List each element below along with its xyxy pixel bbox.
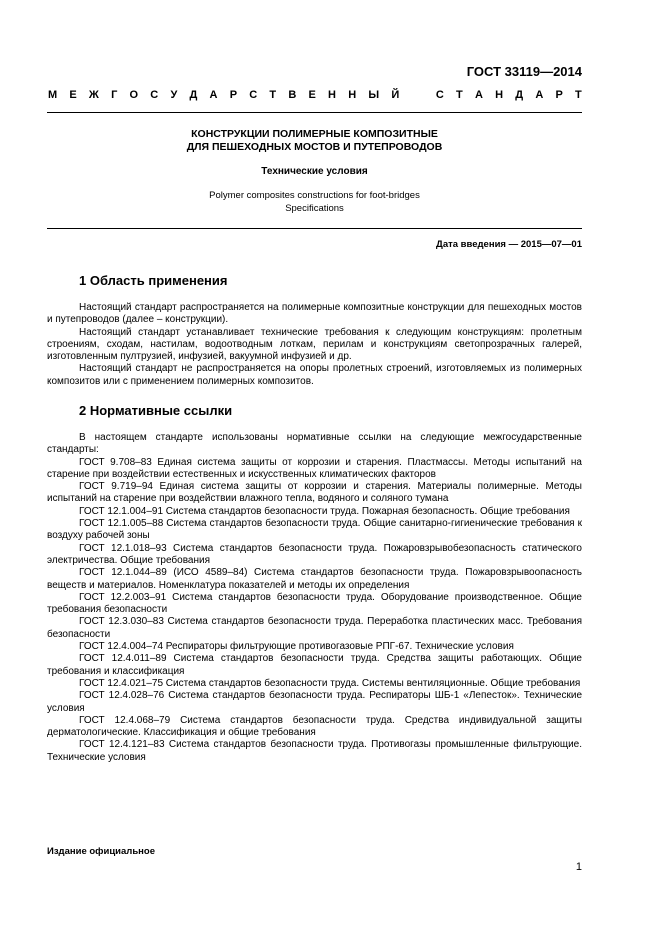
section-1-heading: 1 Область применения [79,273,228,288]
banner-letter: Н [328,89,336,101]
title-rule [47,228,582,229]
banner-letter: Т [456,89,463,101]
reference-item: ГОСТ 12.4.021–75 Система стандартов безопасности труда. Системы вентиляционные. Общие требования [79,677,581,689]
banner-letter: У [170,89,178,101]
reference-item: ГОСТ 12.4.011–89 Система стандартов безопасности труда. Средства защиты работающих. Общие требования и классификация [47,653,582,677]
gost-code: ГОСТ 33119—2014 [466,64,582,79]
section-2-body [47,432,582,764]
banner-letter: Д [515,89,524,101]
banner-letter: А [535,89,544,101]
reference-item: ГОСТ 12.4.068–79 Система стандартов безопасности труда. Средства индивидуальной защиты дерматологические. Классификация и общие требования [47,714,582,739]
banner-letter: Ы [368,89,380,101]
reference-item: ГОСТ 12.1.044–89 (ИСО 4589–84) Система стандартов безопасности труда. Пожаровзрывоопасность веществ и материалов. Номенклатура показателей и методы их определения [47,567,582,591]
page-number: 1 [575,861,582,873]
banner-letter: Д [189,89,198,101]
banner-letter: Г [111,89,118,101]
paragraph: Настоящий стандарт не распространяется на опоры пролетных строений, изготовляемых из полимерных композитов или с применением полимерных композитов. [47,363,582,387]
official-edition-label: Издание официальное [47,846,155,857]
banner-letter: О [129,89,139,101]
reference-item: ГОСТ 9.719–94 Единая система защиты от коррозии и старения. Материалы полимерные. Методы испытаний на старение при воздействии влажного тепла, водяного и соляного тумана [47,481,582,505]
top-rule [47,112,582,113]
banner-letter: А [474,89,483,101]
reference-item: ГОСТ 12.2.003–91 Система стандартов безопасности труда. Оборудование производственное. Общие требования безопасности [47,591,582,616]
paragraph: В настоящем стандарте использованы нормативные ссылки на следующие межгосударственные стандарты: [47,432,582,456]
title-line-1: КОНСТРУКЦИИ ПОЛИМЕРНЫЕ КОМПОЗИТНЫЕ [191,128,438,140]
banner-letter: С [435,89,444,101]
banner-letter: Т [575,89,582,101]
document-title [47,128,582,154]
paragraph: Настоящий стандарт распространяется на полимерные композитные конструкции для пешеходных мостов и путепроводов (далее – конструкции). [47,302,582,326]
banner-letter: В [288,89,297,101]
reference-item: ГОСТ 12.1.005–88 Система стандартов безопасности труда. Общие санитарно-гигиенические требования к воздуху рабочей зоны [47,518,582,542]
title-line-2: ДЛЯ ПЕШЕХОДНЫХ МОСТОВ И ПУТЕПРОВОДОВ [186,141,443,153]
banner-letter: Н [495,89,504,101]
document-subtitle: Технические условия [261,166,368,177]
section-1-body [47,302,582,388]
banner-letter: С [150,89,159,101]
reference-item: ГОСТ 9.708–83 Единая система защиты от коррозии и старения. Пластмассы. Методы испытаний на старение при воздействии естественных и искусственных климатических факторов [47,456,582,480]
banner-letter: М [48,89,58,101]
banner-letter: С [249,89,258,101]
banner-letter: Е [69,89,77,101]
banner-letter: Й [391,89,400,101]
reference-item: ГОСТ 12.4.121–83 Система стандартов безопасности труда. Противогазы промышленные фильтрующие. Технические условия [47,739,582,763]
reference-item: ГОСТ 12.4.028–76 Система стандартов безопасности труда. Респираторы ШБ-1 «Лепесток». Технические условия [47,690,582,714]
paragraph: Настоящий стандарт устанавливает технические требования к следующим конструкциям: пролетным строениям, сходам, настилам, водоотводным лоткам, перилам и конструкциям светопрозрачных галерей, изготовленным пултрузией, инфузией, вакуумной инфузией и др. [47,326,582,363]
intro-date: Дата введения — 2015—07—01 [436,239,582,250]
banner-letter: Р [555,89,563,101]
banner-letter: Е [308,89,316,101]
english-title-line-2: Specifications [285,202,344,214]
english-title [47,190,582,215]
section-2-heading: 2 Нормативные ссылки [79,403,233,418]
reference-item: ГОСТ 12.1.018–93 Система стандартов безопасности труда. Пожаровзрывобезопасность статического электричества. Общие требования [47,542,582,566]
reference-item: ГОСТ 12.1.004–91 Система стандартов безопасности труда. Пожарная безопасность. Общие требования [79,505,570,517]
banner-letter: А [209,89,218,101]
banner-letter: Т [269,89,277,101]
interstate-standard-banner [48,89,582,101]
reference-item: ГОСТ 12.4.004–74 Респираторы фильтрующие противогазовые РПГ-67. Технические условия [79,641,514,653]
banner-letter: Н [348,89,357,101]
banner-letter: Р [229,89,238,101]
english-title-line-1: Polymer composites constructions for foot-bridges [209,190,420,201]
banner-letter: Ж [88,89,99,101]
reference-item: ГОСТ 12.3.030–83 Система стандартов безопасности труда. Переработка пластических масс. Требования безопасности [47,616,582,640]
